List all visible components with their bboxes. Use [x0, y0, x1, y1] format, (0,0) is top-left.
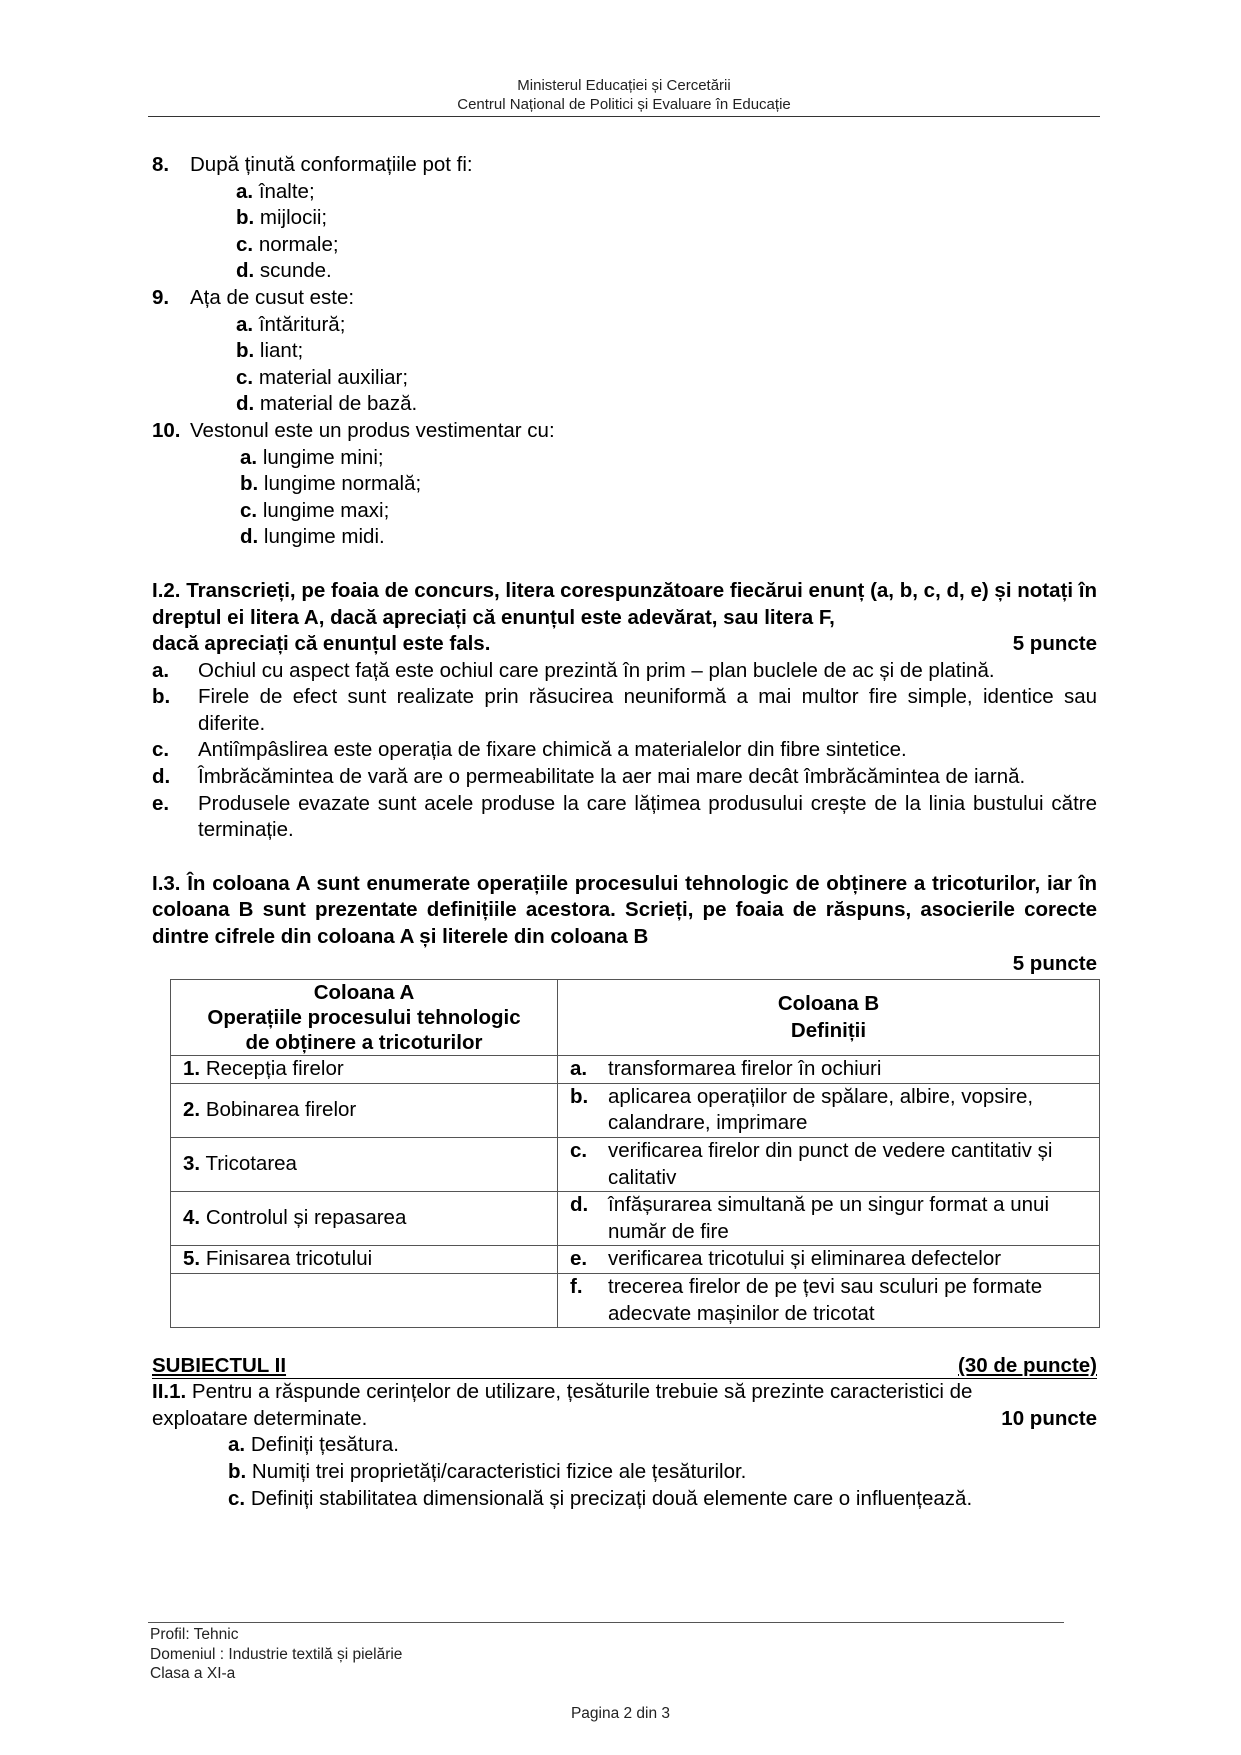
question-number: 9. [152, 285, 170, 309]
page-footer [150, 1625, 402, 1684]
section-i2-instruction: I.2. Transcrieți, pe foaia de concurs, litera corespunzătoare fiecărui enunț (a, b, c, d, e) și notați în dreptul ei litera A, dacă apreciați că enunțul este adevărat, sau litera F, [152, 578, 1097, 629]
section-i2-points: 5 puncte [1012, 632, 1097, 656]
option: c. normale; [236, 232, 339, 256]
subject-points: (30 de puncte) [958, 1354, 1097, 1378]
question-ii1: II.1. Pentru a răspunde cerințelor de utilizare, țesăturile trebuie să prezinte caracteristici de [152, 1380, 973, 1404]
subquestion: b. Numiți trei proprietăți/caracteristici fizice ale țesăturilor. [228, 1459, 747, 1483]
footer-profile: Profil: Tehnic [150, 1626, 239, 1643]
page-header [148, 76, 1100, 114]
table-row: 2. Bobinarea firelor b. aplicarea operațiilor de spălare, albire, vopsire, calandrare, imprimare [171, 1083, 1100, 1137]
table-row: f. trecerea firelor de pe țevi sau sculuri pe formate adecvate mașinilor de tricotat [171, 1273, 1100, 1327]
option: d. lungime midi. [240, 525, 385, 549]
question-ii1-end: exploatare determinate. [152, 1406, 368, 1430]
matching-table [170, 979, 1100, 1328]
document-body [152, 152, 1097, 1512]
question-ii1-points: 10 puncte [1001, 1406, 1097, 1430]
question-text: După ținută conformațiile pot fi: [190, 153, 473, 176]
table-row: 3. Tricotarea c. verificarea firelor din punct de vedere cantitativ și calitativ [171, 1138, 1100, 1192]
question-text: Ața de cusut este: [190, 285, 355, 309]
question-9 [152, 285, 1097, 418]
question-number: 8. [152, 153, 170, 176]
subject-ii [152, 1354, 1097, 1512]
table-row: 5. Finisarea tricotului e. verificarea tricotului și eliminarea defectelor [171, 1246, 1100, 1274]
option: b. liant; [236, 339, 304, 363]
option: b. mijlocii; [236, 206, 328, 230]
question-8 [152, 152, 1097, 285]
page-number: Pagina 2 din 3 [570, 1705, 671, 1722]
statement-item: d. Îmbrăcămintea de vară are o permeabilitate la aer mai mare decât îmbrăcămintea de iarnă. [152, 765, 1026, 789]
question-number: 10. [152, 418, 181, 442]
table-row: 1. Recepția firelor a. transformarea firelor în ochiuri [171, 1056, 1100, 1084]
option: a. întăritură; [236, 312, 346, 336]
table-header-row [171, 980, 1100, 1056]
section-i3 [152, 871, 1097, 1328]
section-i2 [152, 578, 1097, 844]
option: a. înalte; [236, 179, 315, 203]
column-a-header: Coloana A Operațiile procesului tehnologic de obținere a tricoturilor [171, 980, 558, 1056]
subject-title: SUBIECTUL II [152, 1354, 287, 1378]
option: a. lungime mini; [240, 445, 384, 469]
option: d. scunde. [236, 259, 332, 283]
option: b. lungime normală; [240, 472, 422, 496]
option: d. material de bază. [236, 392, 418, 416]
section-i3-instruction: I.3. În coloana A sunt enumerate operațiile procesului tehnologic de obținere a tricoturilor, iar în coloana B sunt prezentate definițiile acestora. Scrieți, pe foaia de răspuns, asocierile corecte dintre cifrele din coloana A și literele din coloana B [152, 871, 1097, 949]
header-divider [148, 116, 1100, 117]
footer-divider [148, 1622, 1064, 1623]
center-name: Centrul Național de Politici și Evaluare în Educație [457, 96, 791, 113]
ministry-name: Ministerul Educației și Cercetării [517, 77, 731, 94]
statement-item: c. Antiîmpâslirea este operația de fixare chimică a materialelor din fibre sintetice. [152, 738, 907, 762]
option: c. material auxiliar; [236, 365, 409, 389]
column-b-header: Coloana B Definiții [558, 980, 1100, 1056]
section-i3-points: 5 puncte [1012, 951, 1097, 975]
subquestion: c. Definiți stabilitatea dimensională și precizați două elemente care o influențează. [228, 1486, 973, 1510]
statement-item: b. Firele de efect sunt realizate prin răsucirea neuniformă a mai multor fire simple, identice sau diferite. [152, 685, 1097, 735]
question-10 [152, 418, 1097, 551]
option: c. lungime maxi; [240, 498, 390, 522]
footer-domain: Domeniul : Industrie textilă și pielărie [150, 1645, 403, 1663]
statement-item: a. Ochiul cu aspect față este ochiul care prezintă în prim – plan buclele de ac și de platină. [152, 658, 995, 682]
statement-item: e. Produsele evazate sunt acele produse la care lățimea produsului crește de la linia bustului către terminație. [152, 791, 1097, 842]
footer-class: Clasa a XI-a [150, 1665, 236, 1682]
subquestion: a. Definiți țesătura. [228, 1433, 399, 1457]
question-text: Vestonul este un produs vestimentar cu: [190, 418, 555, 442]
table-row: 4. Controlul și repasarea d. înfășurarea simultană pe un singur format a unui număr de fire [171, 1192, 1100, 1246]
section-i2-instruction-end: dacă apreciați că enunțul este fals. [152, 632, 491, 656]
